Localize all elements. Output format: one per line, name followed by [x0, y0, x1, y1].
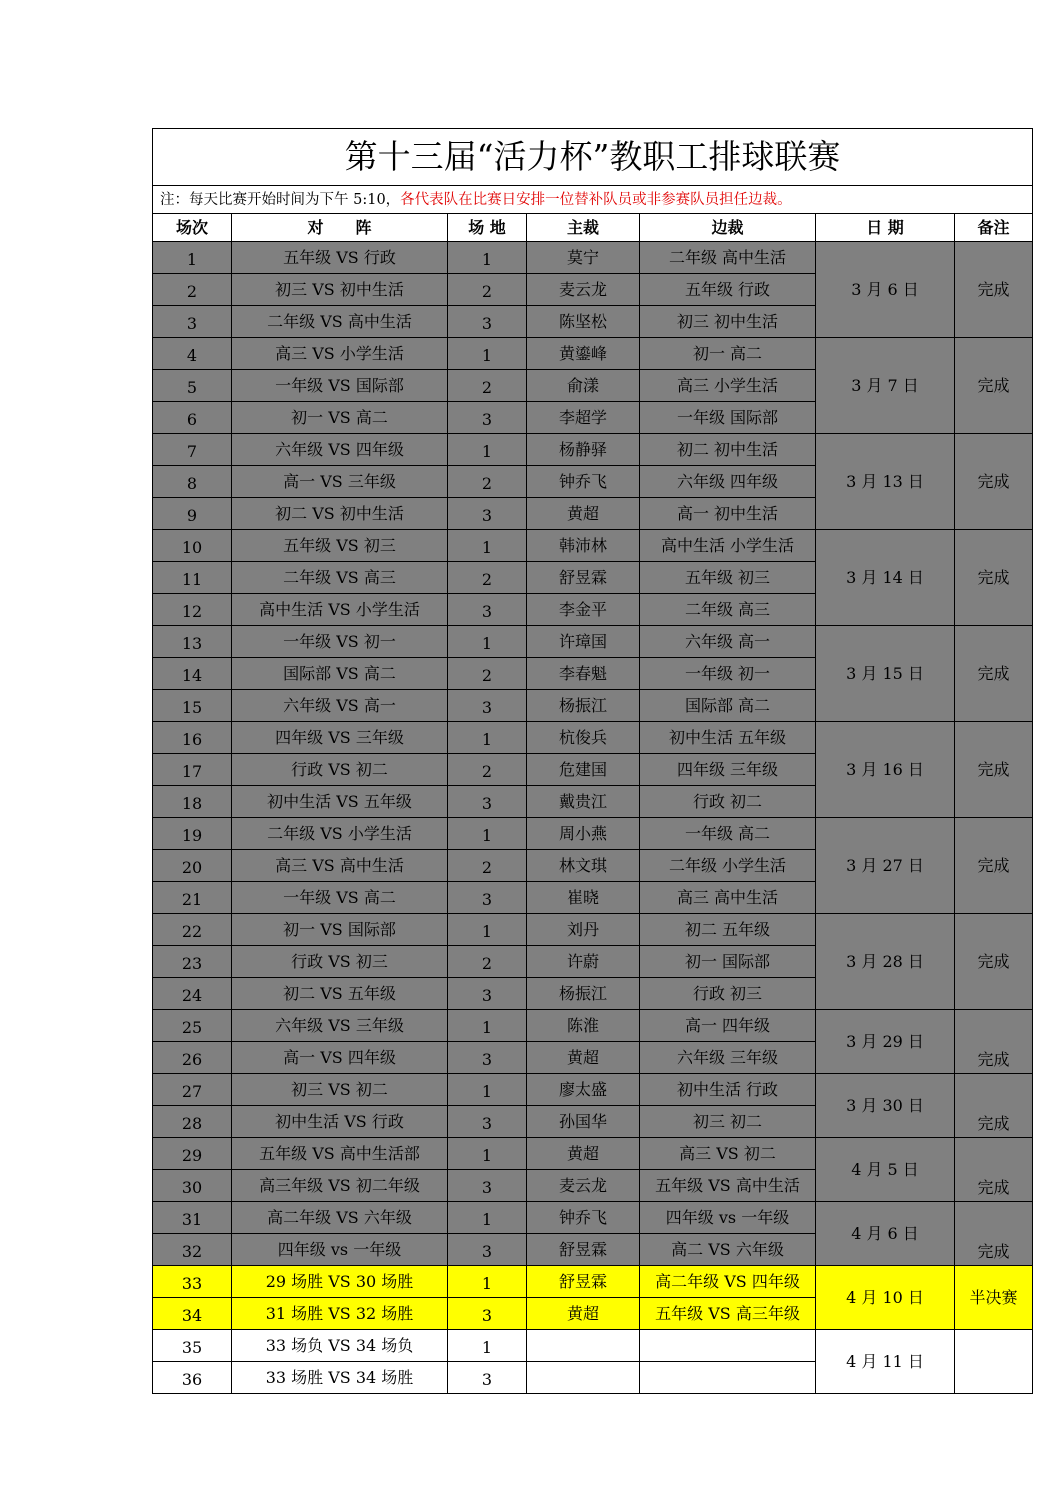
line-judges-cell — [640, 1362, 816, 1394]
referee-cell: 莫宁 — [527, 242, 640, 274]
court-cell: 3 — [448, 978, 527, 1010]
status-cell: 完成 — [955, 1138, 1033, 1202]
court-cell: 1 — [448, 1266, 527, 1298]
matchup-cell: 五年级 VS 初三 — [232, 530, 448, 562]
match-no-cell: 16 — [153, 722, 232, 754]
court-cell: 2 — [448, 946, 527, 978]
matchup-cell: 四年级 VS 三年级 — [232, 722, 448, 754]
referee-cell: 韩沛林 — [527, 530, 640, 562]
referee-cell: 黄超 — [527, 1138, 640, 1170]
table-row — [153, 818, 1033, 850]
matchup-cell: 高三 VS 小学生活 — [232, 338, 448, 370]
matchup-cell: 二年级 VS 高三 — [232, 562, 448, 594]
court-cell: 3 — [448, 786, 527, 818]
matchup-cell: 29 场胜 VS 30 场胜 — [232, 1266, 448, 1298]
line-judges-cell: 高三 高中生活 — [640, 882, 816, 914]
matchup-cell: 高三 VS 高中生活 — [232, 850, 448, 882]
match-no-cell: 4 — [153, 338, 232, 370]
court-cell: 1 — [448, 1202, 527, 1234]
header-line-judges: 边裁 — [640, 214, 816, 242]
matchup-cell: 五年级 VS 行政 — [232, 242, 448, 274]
status-cell: 半决赛 — [955, 1266, 1033, 1330]
line-judges-cell: 一年级 国际部 — [640, 402, 816, 434]
status-cell: 完成 — [955, 1202, 1033, 1266]
header-row — [153, 214, 1033, 242]
referee-cell: 许璋国 — [527, 626, 640, 658]
table-row — [153, 530, 1033, 562]
court-cell: 3 — [448, 1234, 527, 1266]
table-row — [153, 914, 1033, 946]
line-judges-cell: 初中生活 行政 — [640, 1074, 816, 1106]
referee-cell: 许蔚 — [527, 946, 640, 978]
referee-cell: 林文琪 — [527, 850, 640, 882]
court-cell: 1 — [448, 242, 527, 274]
note-prefix: 注：每天比赛开始时间为下午 5:10， — [160, 191, 401, 208]
line-judges-cell: 五年级 行政 — [640, 274, 816, 306]
table-row — [153, 434, 1033, 466]
court-cell: 1 — [448, 338, 527, 370]
date-cell: 3 月 15 日 — [816, 626, 955, 722]
matchup-cell: 一年级 VS 高二 — [232, 882, 448, 914]
line-judges-cell: 初一 国际部 — [640, 946, 816, 978]
court-cell: 3 — [448, 1170, 527, 1202]
matchup-cell: 行政 VS 初三 — [232, 946, 448, 978]
match-no-cell: 15 — [153, 690, 232, 722]
matchup-cell: 初二 VS 五年级 — [232, 978, 448, 1010]
court-cell: 2 — [448, 466, 527, 498]
matchup-cell: 一年级 VS 国际部 — [232, 370, 448, 402]
matchup-cell: 33 场负 VS 34 场负 — [232, 1330, 448, 1362]
court-cell: 1 — [448, 530, 527, 562]
match-no-cell: 19 — [153, 818, 232, 850]
match-no-cell: 27 — [153, 1074, 232, 1106]
status-cell: 完成 — [955, 1010, 1033, 1074]
note-highlight: 各代表队在比赛日安排一位替补队员或非参赛队员担任边裁。 — [400, 191, 792, 208]
match-no-cell: 18 — [153, 786, 232, 818]
date-cell: 3 月 30 日 — [816, 1074, 955, 1138]
court-cell: 1 — [448, 1010, 527, 1042]
match-no-cell: 21 — [153, 882, 232, 914]
referee-cell: 危建国 — [527, 754, 640, 786]
date-cell: 3 月 29 日 — [816, 1010, 955, 1074]
match-no-cell: 20 — [153, 850, 232, 882]
match-no-cell: 17 — [153, 754, 232, 786]
line-judges-cell: 五年级 VS 高中生活 — [640, 1170, 816, 1202]
line-judges-cell: 六年级 高一 — [640, 626, 816, 658]
referee-cell: 周小燕 — [527, 818, 640, 850]
matchup-cell: 行政 VS 初二 — [232, 754, 448, 786]
header-court: 场 地 — [448, 214, 527, 242]
status-cell: 完成 — [955, 722, 1033, 818]
matchup-cell: 四年级 vs 一年级 — [232, 1234, 448, 1266]
referee-cell — [527, 1330, 640, 1362]
match-no-cell: 30 — [153, 1170, 232, 1202]
line-judges-cell: 高二年级 VS 四年级 — [640, 1266, 816, 1298]
court-cell: 1 — [448, 722, 527, 754]
court-cell: 1 — [448, 914, 527, 946]
matchup-cell: 高一 VS 三年级 — [232, 466, 448, 498]
match-no-cell: 10 — [153, 530, 232, 562]
matchup-cell: 初三 VS 初二 — [232, 1074, 448, 1106]
match-no-cell: 7 — [153, 434, 232, 466]
status-cell: 完成 — [955, 434, 1033, 530]
status-cell — [955, 1330, 1033, 1394]
match-no-cell: 12 — [153, 594, 232, 626]
referee-cell: 杭俊兵 — [527, 722, 640, 754]
date-cell: 4 月 10 日 — [816, 1266, 955, 1330]
match-no-cell: 25 — [153, 1010, 232, 1042]
table-row — [153, 722, 1033, 754]
status-cell: 完成 — [955, 818, 1033, 914]
court-cell: 3 — [448, 690, 527, 722]
matchup-cell: 二年级 VS 小学生活 — [232, 818, 448, 850]
matchup-cell: 高中生活 VS 小学生活 — [232, 594, 448, 626]
court-cell: 2 — [448, 562, 527, 594]
date-cell: 3 月 7 日 — [816, 338, 955, 434]
line-judges-cell: 四年级 三年级 — [640, 754, 816, 786]
match-no-cell: 29 — [153, 1138, 232, 1170]
matchup-cell: 六年级 VS 高一 — [232, 690, 448, 722]
line-judges-cell: 五年级 VS 高三年级 — [640, 1298, 816, 1330]
referee-cell: 黄超 — [527, 1042, 640, 1074]
referee-cell: 李春魁 — [527, 658, 640, 690]
line-judges-cell: 二年级 高三 — [640, 594, 816, 626]
referee-cell: 刘丹 — [527, 914, 640, 946]
line-judges-cell: 二年级 高中生活 — [640, 242, 816, 274]
referee-cell: 杨振江 — [527, 690, 640, 722]
title-row — [153, 129, 1033, 186]
matchup-cell: 六年级 VS 三年级 — [232, 1010, 448, 1042]
match-no-cell: 14 — [153, 658, 232, 690]
line-judges-cell: 初三 初中生活 — [640, 306, 816, 338]
court-cell: 2 — [448, 754, 527, 786]
status-cell: 完成 — [955, 242, 1033, 338]
matchup-cell: 高二年级 VS 六年级 — [232, 1202, 448, 1234]
court-cell: 1 — [448, 626, 527, 658]
court-cell: 1 — [448, 434, 527, 466]
match-no-cell: 24 — [153, 978, 232, 1010]
referee-cell: 黄超 — [527, 498, 640, 530]
matchup-cell: 初二 VS 初中生活 — [232, 498, 448, 530]
header-referee: 主裁 — [527, 214, 640, 242]
table-row — [153, 1010, 1033, 1042]
referee-cell: 舒昱霖 — [527, 562, 640, 594]
matchup-cell: 国际部 VS 高二 — [232, 658, 448, 690]
line-judges-cell: 六年级 三年级 — [640, 1042, 816, 1074]
line-judges-cell: 四年级 vs 一年级 — [640, 1202, 816, 1234]
date-cell: 3 月 13 日 — [816, 434, 955, 530]
line-judges-cell: 初二 初中生活 — [640, 434, 816, 466]
court-cell: 1 — [448, 1330, 527, 1362]
table-row — [153, 1202, 1033, 1234]
matchup-cell: 33 场胜 VS 34 场胜 — [232, 1362, 448, 1394]
referee-cell: 钟乔飞 — [527, 466, 640, 498]
match-no-cell: 22 — [153, 914, 232, 946]
match-no-cell: 36 — [153, 1362, 232, 1394]
date-cell: 3 月 27 日 — [816, 818, 955, 914]
referee-cell: 黄鎏峰 — [527, 338, 640, 370]
status-cell: 完成 — [955, 338, 1033, 434]
matchup-cell: 二年级 VS 高中生活 — [232, 306, 448, 338]
date-cell: 3 月 14 日 — [816, 530, 955, 626]
line-judges-cell: 高三 VS 初二 — [640, 1138, 816, 1170]
header-date: 日 期 — [816, 214, 955, 242]
court-cell: 2 — [448, 370, 527, 402]
line-judges-cell: 初二 五年级 — [640, 914, 816, 946]
line-judges-cell: 行政 初三 — [640, 978, 816, 1010]
line-judges-cell: 一年级 高二 — [640, 818, 816, 850]
matchup-cell: 初一 VS 高二 — [232, 402, 448, 434]
line-judges-cell: 初三 初二 — [640, 1106, 816, 1138]
line-judges-cell: 初一 高二 — [640, 338, 816, 370]
court-cell: 3 — [448, 594, 527, 626]
date-cell: 3 月 16 日 — [816, 722, 955, 818]
match-no-cell: 32 — [153, 1234, 232, 1266]
court-cell: 3 — [448, 402, 527, 434]
referee-cell: 舒昱霖 — [527, 1234, 640, 1266]
table-row — [153, 242, 1033, 274]
line-judges-cell — [640, 1330, 816, 1362]
court-cell: 3 — [448, 1106, 527, 1138]
match-no-cell: 13 — [153, 626, 232, 658]
status-cell: 完成 — [955, 530, 1033, 626]
status-cell: 完成 — [955, 914, 1033, 1010]
court-cell: 3 — [448, 1042, 527, 1074]
matchup-cell: 初中生活 VS 五年级 — [232, 786, 448, 818]
referee-cell: 麦云龙 — [527, 274, 640, 306]
referee-cell: 廖太盛 — [527, 1074, 640, 1106]
table-row — [153, 1074, 1033, 1106]
date-cell: 4 月 11 日 — [816, 1330, 955, 1394]
line-judges-cell: 高一 四年级 — [640, 1010, 816, 1042]
referee-cell: 杨振江 — [527, 978, 640, 1010]
line-judges-cell: 初中生活 五年级 — [640, 722, 816, 754]
court-cell: 3 — [448, 306, 527, 338]
line-judges-cell: 一年级 初一 — [640, 658, 816, 690]
court-cell: 3 — [448, 1298, 527, 1330]
status-cell: 完成 — [955, 626, 1033, 722]
date-cell: 4 月 6 日 — [816, 1202, 955, 1266]
court-cell: 3 — [448, 498, 527, 530]
referee-cell: 钟乔飞 — [527, 1202, 640, 1234]
referee-cell: 崔晓 — [527, 882, 640, 914]
court-cell: 2 — [448, 274, 527, 306]
court-cell: 2 — [448, 850, 527, 882]
matchup-cell: 一年级 VS 初一 — [232, 626, 448, 658]
line-judges-cell: 六年级 四年级 — [640, 466, 816, 498]
date-cell: 3 月 28 日 — [816, 914, 955, 1010]
date-cell: 4 月 5 日 — [816, 1138, 955, 1202]
referee-cell: 俞漾 — [527, 370, 640, 402]
match-no-cell: 33 — [153, 1266, 232, 1298]
header-match-no: 场次 — [153, 214, 232, 242]
line-judges-cell: 高中生活 小学生活 — [640, 530, 816, 562]
match-no-cell: 26 — [153, 1042, 232, 1074]
match-no-cell: 8 — [153, 466, 232, 498]
court-cell: 1 — [448, 1138, 527, 1170]
line-judges-cell: 高三 小学生活 — [640, 370, 816, 402]
match-no-cell: 1 — [153, 242, 232, 274]
court-cell: 1 — [448, 818, 527, 850]
table-row — [153, 1330, 1033, 1362]
court-cell: 3 — [448, 1362, 527, 1394]
referee-cell: 李金平 — [527, 594, 640, 626]
header-remark: 备注 — [955, 214, 1033, 242]
header-matchup: 对 阵 — [232, 214, 448, 242]
match-no-cell: 31 — [153, 1202, 232, 1234]
match-no-cell: 6 — [153, 402, 232, 434]
referee-cell — [527, 1362, 640, 1394]
line-judges-cell: 行政 初二 — [640, 786, 816, 818]
line-judges-cell: 国际部 高二 — [640, 690, 816, 722]
referee-cell: 舒昱霖 — [527, 1266, 640, 1298]
matchup-cell: 初三 VS 初中生活 — [232, 274, 448, 306]
matchup-cell: 31 场胜 VS 32 场胜 — [232, 1298, 448, 1330]
match-no-cell: 28 — [153, 1106, 232, 1138]
match-no-cell: 34 — [153, 1298, 232, 1330]
referee-cell: 孙国华 — [527, 1106, 640, 1138]
matchup-cell: 初中生活 VS 行政 — [232, 1106, 448, 1138]
referee-cell: 麦云龙 — [527, 1170, 640, 1202]
referee-cell: 黄超 — [527, 1298, 640, 1330]
line-judges-cell: 高二 VS 六年级 — [640, 1234, 816, 1266]
matchup-cell: 五年级 VS 高中生活部 — [232, 1138, 448, 1170]
table-row — [153, 1138, 1033, 1170]
matchup-cell: 高一 VS 四年级 — [232, 1042, 448, 1074]
matchup-cell: 初一 VS 国际部 — [232, 914, 448, 946]
matchup-cell: 六年级 VS 四年级 — [232, 434, 448, 466]
table-row — [153, 626, 1033, 658]
court-cell: 3 — [448, 882, 527, 914]
line-judges-cell: 高一 初中生活 — [640, 498, 816, 530]
table-row — [153, 1266, 1033, 1298]
match-no-cell: 23 — [153, 946, 232, 978]
line-judges-cell: 五年级 初三 — [640, 562, 816, 594]
referee-cell: 李超学 — [527, 402, 640, 434]
match-no-cell: 3 — [153, 306, 232, 338]
page-title: 第十三届“活力杯”教职工排球联赛 — [153, 129, 1033, 186]
status-cell: 完成 — [955, 1074, 1033, 1138]
referee-cell: 杨静驿 — [527, 434, 640, 466]
match-no-cell: 2 — [153, 274, 232, 306]
match-no-cell: 35 — [153, 1330, 232, 1362]
match-no-cell: 11 — [153, 562, 232, 594]
referee-cell: 戴贵江 — [527, 786, 640, 818]
line-judges-cell: 二年级 小学生活 — [640, 850, 816, 882]
matchup-cell: 高三年级 VS 初二年级 — [232, 1170, 448, 1202]
note-row — [153, 186, 1033, 214]
referee-cell: 陈坚松 — [527, 306, 640, 338]
match-no-cell: 5 — [153, 370, 232, 402]
note-cell — [153, 186, 1033, 214]
date-cell: 3 月 6 日 — [816, 242, 955, 338]
court-cell: 1 — [448, 1074, 527, 1106]
referee-cell: 陈淮 — [527, 1010, 640, 1042]
match-no-cell: 9 — [153, 498, 232, 530]
table-row — [153, 338, 1033, 370]
court-cell: 2 — [448, 658, 527, 690]
schedule-table — [152, 128, 1033, 1394]
